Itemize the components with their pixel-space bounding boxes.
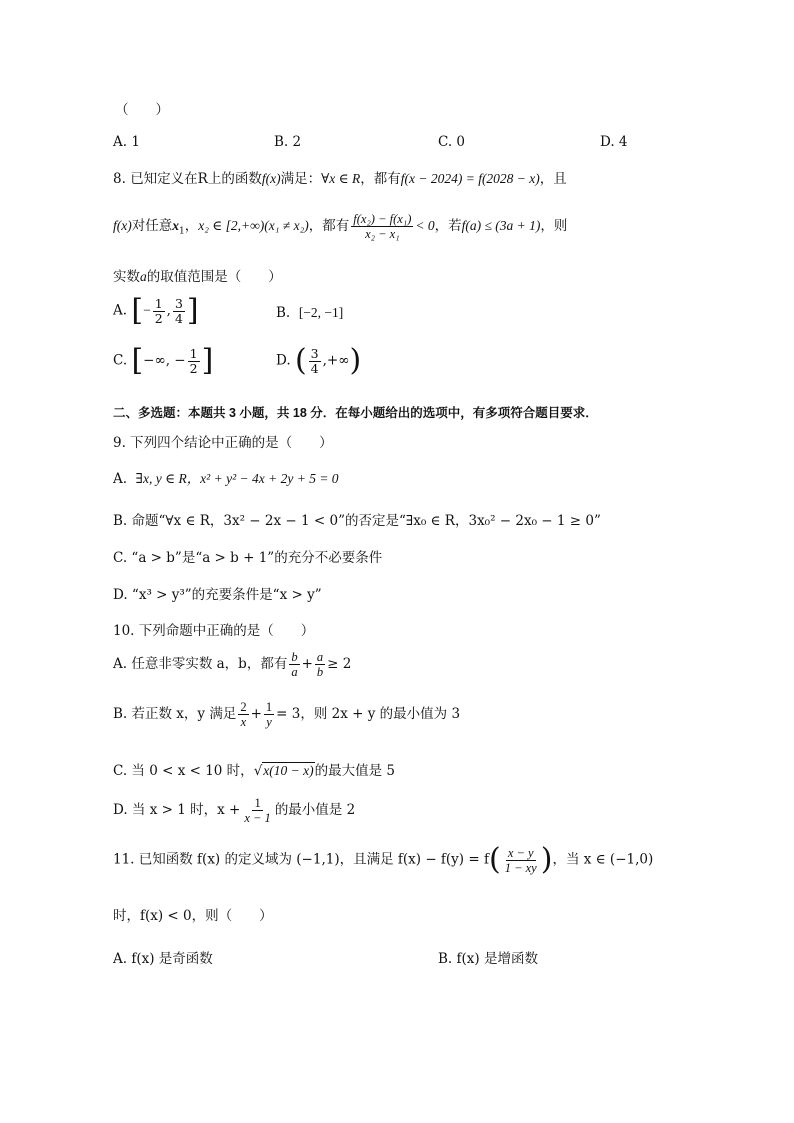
q7-option-b: B. 2 bbox=[274, 134, 302, 150]
q8-option-b: B. [−2, −1] bbox=[276, 305, 344, 321]
q8-option-c: C. [−∞, − $\frac{1}{2}$ ] bbox=[113, 343, 214, 378]
q11-option-b: B. f(x) 是增函数 bbox=[438, 951, 538, 967]
section-title: 二、多选题：本题共 3 小题，共 18 分．在每小题给出的选项中，有多项符合题目要求． bbox=[113, 406, 598, 420]
q8-option-d: D. ( $\frac{3}{4}$ ,+∞) bbox=[276, 343, 362, 378]
q8-option-a: A. [− $\frac{1}{2}$ , $\frac{3}{4}$ ] bbox=[113, 293, 199, 328]
q9-option-d: D. “x³ > y³”的充要条件是“x > y” bbox=[113, 587, 322, 603]
q11-option-a: A. f(x) 是奇函数 bbox=[113, 951, 213, 967]
q10-stem: 10. 下列命题中正确的是（ ） bbox=[113, 623, 315, 639]
q10-option-d: D. 当 x > 1 时，x + $\frac{1}{x - 1}$ 的最小值是 2 bbox=[113, 796, 356, 825]
q8-line1: 8. 已知定义在R上的函数f(x)满足：∀x ∈ R，都有f(x − 2024) = f(2028 − x)，且 bbox=[113, 171, 567, 187]
q9-stem: 9. 下列四个结论中正确的是（ ） bbox=[113, 435, 333, 451]
q8-line3: 实数a的取值范围是（ ） bbox=[113, 269, 282, 285]
q7-option-a: A. 1 bbox=[113, 134, 140, 150]
q8-line2: f(x)对任意$x_1$，x₂ ∈ [2,+∞)(x₁ ≠ x₂)，都有 $\frac{\text{f(x₂) − f(x₁)}}{\text{x₂ − x₁}}$ < 0，若f(a) ≤ (3a + 1)，则 bbox=[113, 212, 568, 241]
q7-option-c: C. 0 bbox=[438, 134, 466, 150]
q10-option-b: B. 若正数 x，y 满足 $\frac{2}{x}$ + $\frac{1}{y}$ = 3，则 2x + y 的最小值为 3 bbox=[113, 700, 461, 729]
q10-option-c: C. 当 0 < x < 10 时，√x(10 − x)的最大值是 5 bbox=[113, 763, 396, 779]
q9-option-a: A. ∃x, y ∈ R，x² + y² − 4x + 2y + 5 = 0 bbox=[113, 471, 339, 487]
q7-paren: （ ） bbox=[115, 102, 169, 118]
q11-line2: 时，f(x) < 0，则（ ） bbox=[113, 908, 273, 924]
q10-option-a: A. 任意非零实数 a，b，都有 $\frac{b}{a}$ + $\frac{a}{b}$ ≥ 2 bbox=[113, 650, 352, 679]
q11-line1: 11. 已知函数 f(x) 的定义域为 (−1,1)，且满足 f(x) − f(y) = f( $\frac{x - y}{1 - xy}$ )，当 x ∈ (−1,0) bbox=[113, 842, 654, 877]
q7-option-d: D. 4 bbox=[600, 134, 628, 150]
q9-option-b: B. 命题“∀x ∈ R，3x² − 2x − 1 < 0”的否定是“∃x₀ ∈ R，3x₀² − 2x₀ − 1 ≥ 0” bbox=[113, 513, 601, 529]
q9-option-c: C. “a > b”是“a > b + 1”的充分不必要条件 bbox=[113, 550, 383, 566]
